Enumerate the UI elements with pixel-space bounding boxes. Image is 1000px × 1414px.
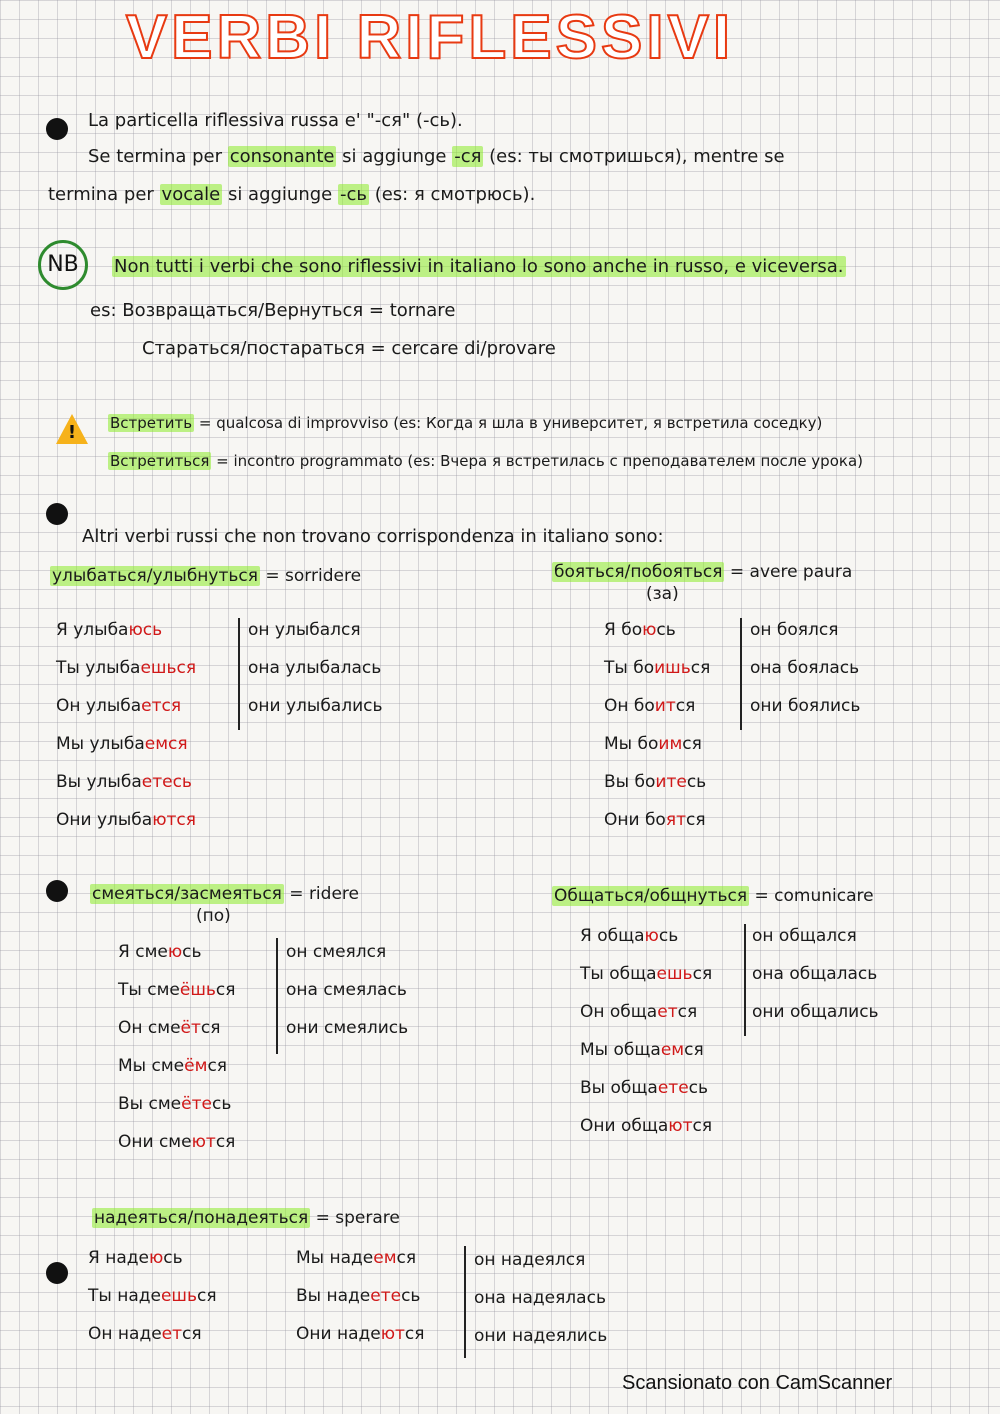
conj-row: Они боятся: [604, 810, 706, 830]
past-row: она смеялась: [286, 980, 407, 1000]
conj-row: Ты улыбаешься: [56, 658, 197, 678]
past-row: он боялся: [750, 620, 839, 640]
smeyatsya-present: [118, 942, 235, 1170]
conj-row: Мы смеёмся: [118, 1056, 228, 1076]
past-row: он смеялся: [286, 942, 387, 962]
smeyatsya-note: (по): [196, 906, 231, 926]
column-divider: [464, 1246, 466, 1358]
past-row: он общался: [752, 926, 857, 946]
conj-row: Мы боимся: [604, 734, 702, 754]
warning-icon: !: [56, 414, 88, 446]
nb-example-1: es: Возвращаться/Вернуться = tornare: [90, 300, 456, 321]
past-row: они боялись: [750, 696, 861, 716]
conj-row: Ты боишься: [604, 658, 711, 678]
conj-row: Они надеются: [296, 1324, 425, 1344]
conj-row: Они смеются: [118, 1132, 236, 1152]
conj-row: Вы надеетесь: [296, 1286, 421, 1306]
ulybatsya-past: [248, 620, 383, 734]
conj-row: Они улыбаются: [56, 810, 196, 830]
warning-line-1: Встретить = qualcosa di improvviso (es: Когда я шла в университет, я встретила соседку): [110, 414, 823, 432]
conj-row: Я общаюсь: [580, 926, 679, 946]
conj-row: Мы общаемся: [580, 1040, 704, 1060]
column-divider: [740, 618, 742, 730]
conj-row: Он смеётся: [118, 1018, 221, 1038]
binder-hole: [46, 503, 68, 525]
smeyatsya-heading: смеяться/засмеяться = ridere: [92, 884, 359, 904]
column-divider: [238, 618, 240, 730]
past-row: она общалась: [752, 964, 878, 984]
past-row: они общались: [752, 1002, 879, 1022]
conj-row: Он улыбается: [56, 696, 182, 716]
nadeyatsya-heading: надеяться/понадеяться = sperare: [94, 1208, 400, 1228]
conj-row: Ты общаешься: [580, 964, 713, 984]
nadeyatsya-present-singular: [88, 1248, 217, 1362]
ulybatsya-present: [56, 620, 196, 848]
column-divider: [276, 938, 278, 1054]
nb-text: Non tutti i verbi che sono riflessivi in italiano lo sono anche in russo, e viceversa.: [114, 256, 844, 277]
nb-example-2: Стараться/постараться = cercare di/provare: [142, 338, 556, 359]
conj-row: Вы боитесь: [604, 772, 707, 792]
past-row: он надеялся: [474, 1250, 586, 1270]
obshchatsya-present: [580, 926, 712, 1154]
nadeyatsya-past: [474, 1250, 607, 1364]
warning-line-2: Встретиться = incontro programmato (es: Вчера я встретилась с преподавателем после урока): [110, 452, 863, 470]
past-row: они смеялись: [286, 1018, 409, 1038]
conj-row: Вы смеётесь: [118, 1094, 232, 1114]
conj-row: Я смеюсь: [118, 942, 202, 962]
binder-hole: [46, 1262, 68, 1284]
intro-line-2: Se termina per consonante si aggiunge -ся (es: ты смотришься), mentre se: [88, 146, 785, 167]
conj-row: Он боится: [604, 696, 696, 716]
binder-hole: [46, 880, 68, 902]
boyatsya-present: [604, 620, 710, 848]
column-divider: [744, 924, 746, 1036]
past-row: он улыбался: [248, 620, 361, 640]
conj-row: Я боюсь: [604, 620, 676, 640]
conj-row: Он общается: [580, 1002, 698, 1022]
past-row: она улыбалась: [248, 658, 382, 678]
ulybatsya-heading: улыбаться/улыбнуться = sorridere: [52, 566, 362, 586]
page-title: VERBI RIFLESSIVI: [125, 3, 735, 72]
nadeyatsya-present-plural: [296, 1248, 425, 1362]
intro-line-3: termina per vocale si aggiunge -сь (es: я смотрюсь).: [48, 184, 536, 205]
past-row: они надеялись: [474, 1326, 608, 1346]
nb-badge: NB: [38, 240, 88, 290]
obshchatsya-heading: Общаться/общнуться = comunicare: [554, 886, 874, 906]
binder-hole: [46, 118, 68, 140]
conj-row: Мы улыбаемся: [56, 734, 188, 754]
obshchatsya-past: [752, 926, 879, 1040]
other-verbs-intro: Altri verbi russi che non trovano corrispondenza in italiano sono:: [82, 526, 664, 547]
boyatsya-past: [750, 620, 860, 734]
boyatsya-note: (за): [646, 584, 679, 604]
scanner-watermark: Scansionato con CamScanner: [622, 1372, 893, 1394]
conj-row: Я надеюсь: [88, 1248, 183, 1268]
conj-row: Мы надеемся: [296, 1248, 417, 1268]
past-row: она боялась: [750, 658, 860, 678]
conj-row: Вы общаетесь: [580, 1078, 709, 1098]
conj-row: Вы улыбаетесь: [56, 772, 192, 792]
conj-row: Ты смеёшься: [118, 980, 236, 1000]
past-row: они улыбались: [248, 696, 383, 716]
conj-row: Они общаются: [580, 1116, 713, 1136]
intro-line-1: La particella riflessiva russa e' "-ся" (-сь).: [88, 110, 463, 131]
conj-row: Я улыбаюсь: [56, 620, 163, 640]
past-row: она надеялась: [474, 1288, 606, 1308]
boyatsya-heading: бояться/побояться = avere paura: [554, 562, 853, 582]
conj-row: Он надеется: [88, 1324, 202, 1344]
smeyatsya-past: [286, 942, 408, 1056]
conj-row: Ты надеешься: [88, 1286, 217, 1306]
